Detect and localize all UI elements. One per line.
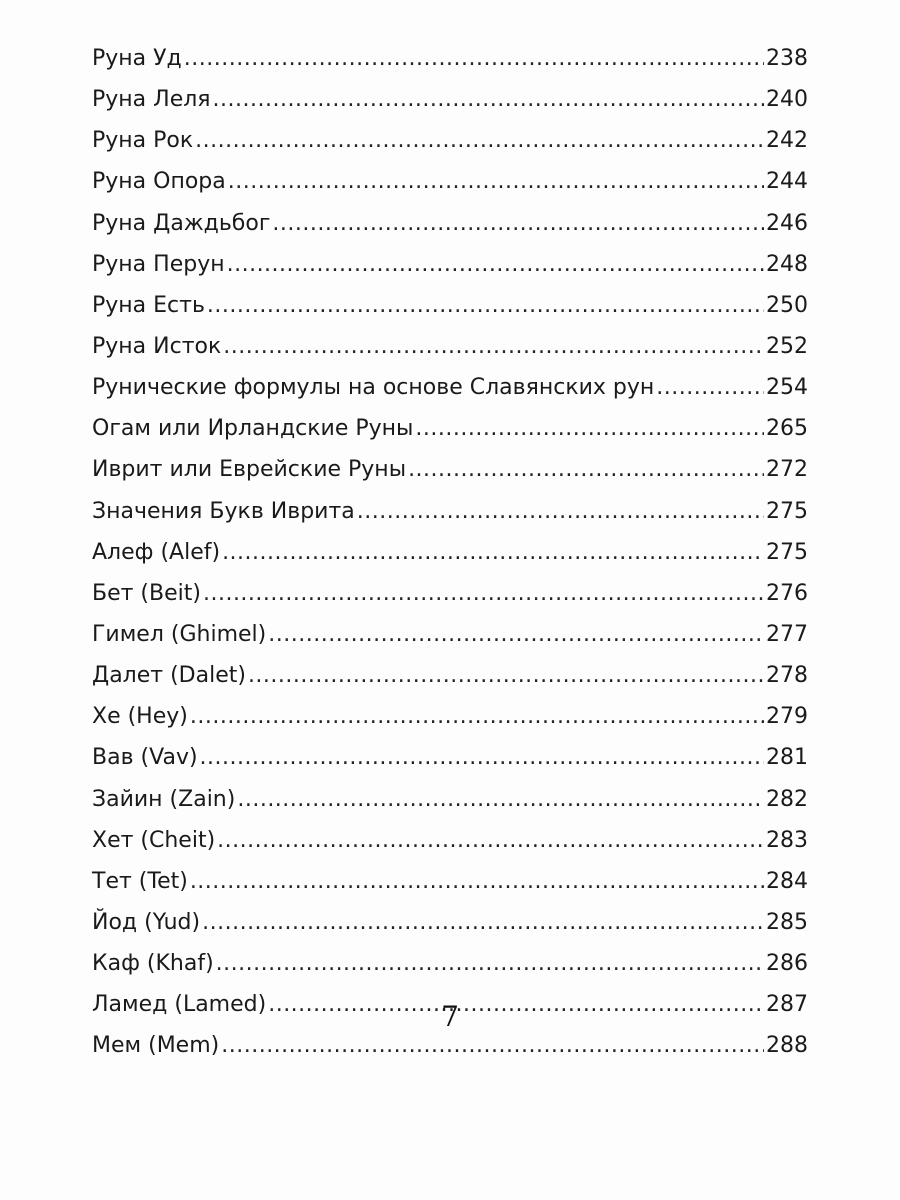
toc-entry — [92, 449, 808, 490]
toc-entry-title: Гимел (Ghimel) — [92, 621, 267, 647]
toc-entry-page: 254 — [766, 375, 808, 401]
toc-entry-page: 238 — [766, 46, 808, 71]
toc-entry-page: 285 — [766, 909, 808, 935]
page-number: 7 — [441, 1000, 459, 1033]
toc-entry-page: 278 — [766, 663, 808, 689]
dot-leader — [272, 203, 764, 244]
toc-entry — [92, 614, 808, 655]
toc-entry-page: 244 — [766, 169, 808, 195]
toc-entry — [92, 573, 808, 614]
toc-entry-title: Руна Уд — [92, 46, 182, 71]
toc-entry — [92, 161, 808, 202]
dot-leader — [248, 655, 764, 696]
toc-entry — [92, 532, 808, 573]
toc-entry-title: Рунические формулы на основе Славянских рун — [92, 375, 655, 401]
dot-leader — [415, 408, 764, 449]
toc-entry-title: Каф (Khaf) — [92, 951, 214, 977]
dot-leader — [357, 491, 764, 532]
toc-entry — [92, 367, 808, 408]
toc-entry-page: 282 — [766, 786, 808, 812]
toc-entry-page: 286 — [766, 951, 808, 977]
dot-leader — [195, 120, 764, 161]
dot-leader — [184, 38, 764, 79]
dot-leader — [228, 161, 764, 202]
dot-leader — [408, 449, 764, 490]
toc-entry-title: Руна Исток — [92, 333, 222, 359]
toc-entry-page: 240 — [766, 87, 808, 113]
dot-leader — [207, 285, 764, 326]
toc-entry-title: Иврит или Еврейские Руны — [92, 457, 407, 483]
toc-entry-title: Руна Опора — [92, 169, 226, 195]
toc-entry-page: 276 — [766, 580, 808, 606]
dot-leader — [268, 614, 764, 655]
toc-entry — [92, 491, 808, 532]
dot-leader — [223, 326, 764, 367]
toc-entry-title: Хе (Hey) — [92, 704, 188, 730]
dot-leader — [227, 244, 764, 285]
toc-entry-title: Вав (Vav) — [92, 745, 198, 771]
toc-entry-page: 246 — [766, 210, 808, 236]
dot-leader — [203, 573, 764, 614]
toc-entry-title: Огам или Ирландские Руны — [92, 416, 414, 442]
dot-leader — [190, 861, 764, 902]
dot-leader — [202, 902, 764, 943]
toc-entry-title: Бет (Beit) — [92, 580, 201, 606]
toc-entry — [92, 655, 808, 696]
toc-entry — [92, 696, 808, 737]
dot-leader — [216, 943, 764, 984]
toc-entry-page: 283 — [766, 827, 808, 853]
toc-entry — [92, 326, 808, 367]
toc-entry-title: Йод (Yud) — [92, 909, 201, 935]
toc-entry — [92, 820, 808, 861]
toc-entry-title: Ламед (Lamed) — [92, 992, 267, 1018]
toc-entry-title: Руна Есть — [92, 292, 205, 318]
dot-leader — [237, 779, 764, 820]
toc-entry — [92, 244, 808, 285]
toc-entry-page: 284 — [766, 868, 808, 894]
toc-entry — [92, 38, 808, 79]
toc-entry — [92, 285, 808, 326]
dot-leader — [217, 820, 764, 861]
toc-entry — [92, 737, 808, 778]
toc-entry-page: 275 — [766, 498, 808, 524]
toc-entry-title: Зайин (Zain) — [92, 786, 236, 812]
toc-entry-page: 265 — [766, 416, 808, 442]
toc-entry-page: 272 — [766, 457, 808, 483]
toc-entry-title: Руна Рок — [92, 128, 194, 154]
toc-entry — [92, 902, 808, 943]
toc-entry-page: 279 — [766, 704, 808, 730]
toc-entry-page: 277 — [766, 621, 808, 647]
toc-entry-page: 288 — [766, 1033, 808, 1059]
dot-leader — [656, 367, 764, 408]
toc-entry — [92, 943, 808, 984]
toc-entry-page: 248 — [766, 251, 808, 277]
toc-entry-title: Алеф (Alef) — [92, 539, 221, 565]
toc-entry-title: Далет (Dalet) — [92, 663, 246, 689]
toc-entry-page: 250 — [766, 292, 808, 318]
dot-leader — [222, 532, 764, 573]
toc-entry — [92, 203, 808, 244]
toc-entry-title: Значения Букв Иврита — [92, 498, 355, 524]
toc-entry — [92, 779, 808, 820]
table-of-contents — [92, 38, 808, 1067]
dot-leader — [190, 696, 764, 737]
toc-entry-title: Тет (Tet) — [92, 868, 188, 894]
toc-entry-page: 252 — [766, 333, 808, 359]
toc-entry — [92, 120, 808, 161]
toc-entry — [92, 408, 808, 449]
toc-entry — [92, 79, 808, 120]
toc-entry-title: Руна Даждьбог — [92, 210, 271, 236]
dot-leader — [200, 737, 764, 778]
dot-leader — [213, 79, 764, 120]
toc-entry — [92, 861, 808, 902]
toc-entry-page: 242 — [766, 128, 808, 154]
toc-entry-page: 281 — [766, 745, 808, 771]
toc-entry-page: 287 — [766, 992, 808, 1018]
toc-entry-title: Руна Леля — [92, 87, 211, 113]
toc-entry-page: 275 — [766, 539, 808, 565]
toc-entry-title: Хет (Cheit) — [92, 827, 216, 853]
toc-entry-title: Руна Перун — [92, 251, 225, 277]
toc-entry-title: Мем (Mem) — [92, 1033, 220, 1059]
